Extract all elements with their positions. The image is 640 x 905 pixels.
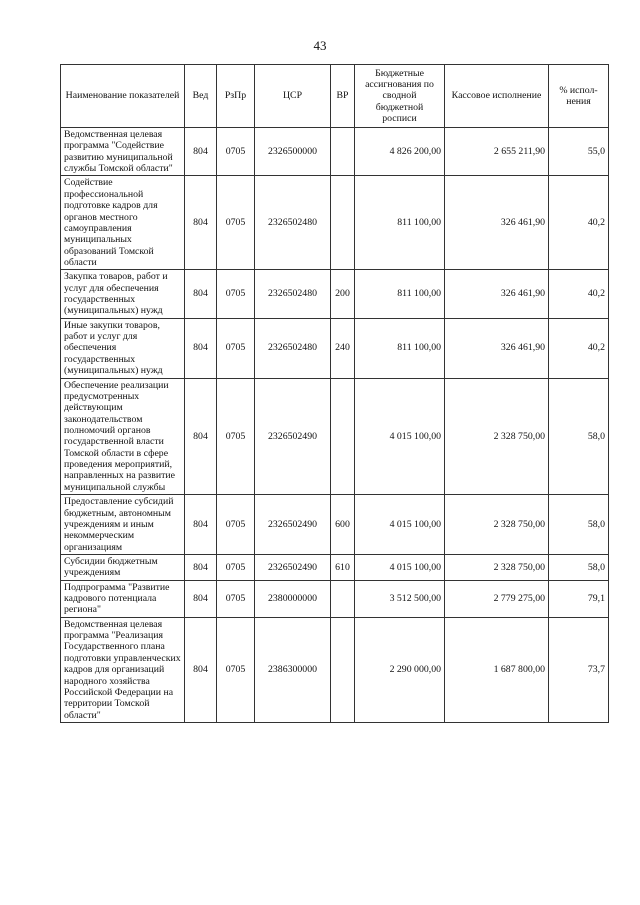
row-vr: 200 [331, 270, 355, 318]
row-rzpr: 0705 [217, 580, 255, 617]
row-budget: 4 015 100,00 [355, 495, 445, 555]
row-cash: 326 461,90 [445, 270, 549, 318]
row-rzpr: 0705 [217, 617, 255, 722]
table-row [61, 128, 609, 176]
table-row [61, 580, 609, 617]
row-cash: 1 687 800,00 [445, 617, 549, 722]
row-cash: 2 328 750,00 [445, 378, 549, 495]
row-vr [331, 378, 355, 495]
row-vr [331, 580, 355, 617]
table-row [61, 176, 609, 270]
row-ved: 804 [185, 554, 217, 580]
row-ved: 804 [185, 318, 217, 378]
table-row [61, 554, 609, 580]
row-budget: 4 015 100,00 [355, 554, 445, 580]
row-percent: 58,0 [549, 378, 609, 495]
row-percent: 58,0 [549, 495, 609, 555]
row-cash: 326 461,90 [445, 176, 549, 270]
row-cash: 2 328 750,00 [445, 495, 549, 555]
row-csr: 2326502480 [255, 176, 331, 270]
row-percent: 40,2 [549, 176, 609, 270]
row-rzpr: 0705 [217, 378, 255, 495]
row-rzpr: 0705 [217, 128, 255, 176]
row-budget: 4 015 100,00 [355, 378, 445, 495]
row-name: Ведомственная целевая программа "Содействие развитию муниципальной службы Томской области" [61, 128, 185, 176]
row-csr: 2386300000 [255, 617, 331, 722]
row-percent: 40,2 [549, 318, 609, 378]
row-percent: 40,2 [549, 270, 609, 318]
row-vr [331, 128, 355, 176]
row-cash: 326 461,90 [445, 318, 549, 378]
row-rzpr: 0705 [217, 554, 255, 580]
row-vr [331, 176, 355, 270]
row-csr: 2380000000 [255, 580, 331, 617]
table-row [61, 617, 609, 722]
row-name: Иные закупки товаров, работ и услуг для обеспечения государственных (муниципальных) нужд [61, 318, 185, 378]
table-row [61, 270, 609, 318]
row-name: Ведомственная целевая программа "Реализация Государственного плана подготовки управленческих кадров для организаций народного хозяйства Российской Федерации на территории Томской области" [61, 617, 185, 722]
row-budget: 811 100,00 [355, 270, 445, 318]
row-budget: 2 290 000,00 [355, 617, 445, 722]
row-percent: 58,0 [549, 554, 609, 580]
row-name: Подпрограмма "Развитие кадрового потенциала региона" [61, 580, 185, 617]
row-rzpr: 0705 [217, 270, 255, 318]
budget-execution-table [60, 64, 609, 723]
table-row [61, 378, 609, 495]
row-budget: 4 826 200,00 [355, 128, 445, 176]
row-budget: 811 100,00 [355, 318, 445, 378]
row-ved: 804 [185, 580, 217, 617]
row-vr: 240 [331, 318, 355, 378]
row-ved: 804 [185, 495, 217, 555]
row-rzpr: 0705 [217, 318, 255, 378]
row-ved: 804 [185, 128, 217, 176]
row-percent: 79,1 [549, 580, 609, 617]
row-ved: 804 [185, 617, 217, 722]
table-row [61, 495, 609, 555]
header-vr: ВР [331, 65, 355, 128]
row-csr: 2326502480 [255, 318, 331, 378]
row-cash: 2 779 275,00 [445, 580, 549, 617]
row-csr: 2326502490 [255, 554, 331, 580]
row-name: Обеспечение реализации предусмотренных действующим законодательством полномочий органов государственной власти Томской области в сфере проведения мероприятий, направленных на развитие муниципальной службы [61, 378, 185, 495]
row-rzpr: 0705 [217, 176, 255, 270]
table-row [61, 318, 609, 378]
row-cash: 2 328 750,00 [445, 554, 549, 580]
page-number: 43 [313, 38, 327, 53]
row-budget: 3 512 500,00 [355, 580, 445, 617]
row-vr [331, 617, 355, 722]
row-name: Субсидии бюджетным учреждениям [61, 554, 185, 580]
row-budget: 811 100,00 [355, 176, 445, 270]
row-csr: 2326500000 [255, 128, 331, 176]
header-cash: Кассовое исполнение [445, 65, 549, 128]
row-percent: 73,7 [549, 617, 609, 722]
row-ved: 804 [185, 270, 217, 318]
row-cash: 2 655 211,90 [445, 128, 549, 176]
row-ved: 804 [185, 176, 217, 270]
row-ved: 804 [185, 378, 217, 495]
row-name: Закупка товаров, работ и услуг для обеспечения государственных (муниципальных) нужд [61, 270, 185, 318]
row-vr: 600 [331, 495, 355, 555]
header-rzpr: РзПр [217, 65, 255, 128]
row-csr: 2326502490 [255, 378, 331, 495]
row-name: Содействие профессиональной подготовке кадров для органов местного самоуправления муниципальных образований Томской области [61, 176, 185, 270]
row-rzpr: 0705 [217, 495, 255, 555]
header-percent: % испол-нения [549, 65, 609, 128]
header-budget: Бюджетные ассигнования по сводной бюджетной росписи [355, 65, 445, 128]
header-name: Наименование показателей [61, 65, 185, 128]
row-name: Предоставление субсидий бюджетным, автономным учреждениям и иным некоммерческим организациям [61, 495, 185, 555]
row-vr: 610 [331, 554, 355, 580]
row-csr: 2326502480 [255, 270, 331, 318]
header-ved: Вед [185, 65, 217, 128]
table-header-row [61, 65, 609, 128]
row-percent: 55,0 [549, 128, 609, 176]
header-csr: ЦСР [255, 65, 331, 128]
row-csr: 2326502490 [255, 495, 331, 555]
